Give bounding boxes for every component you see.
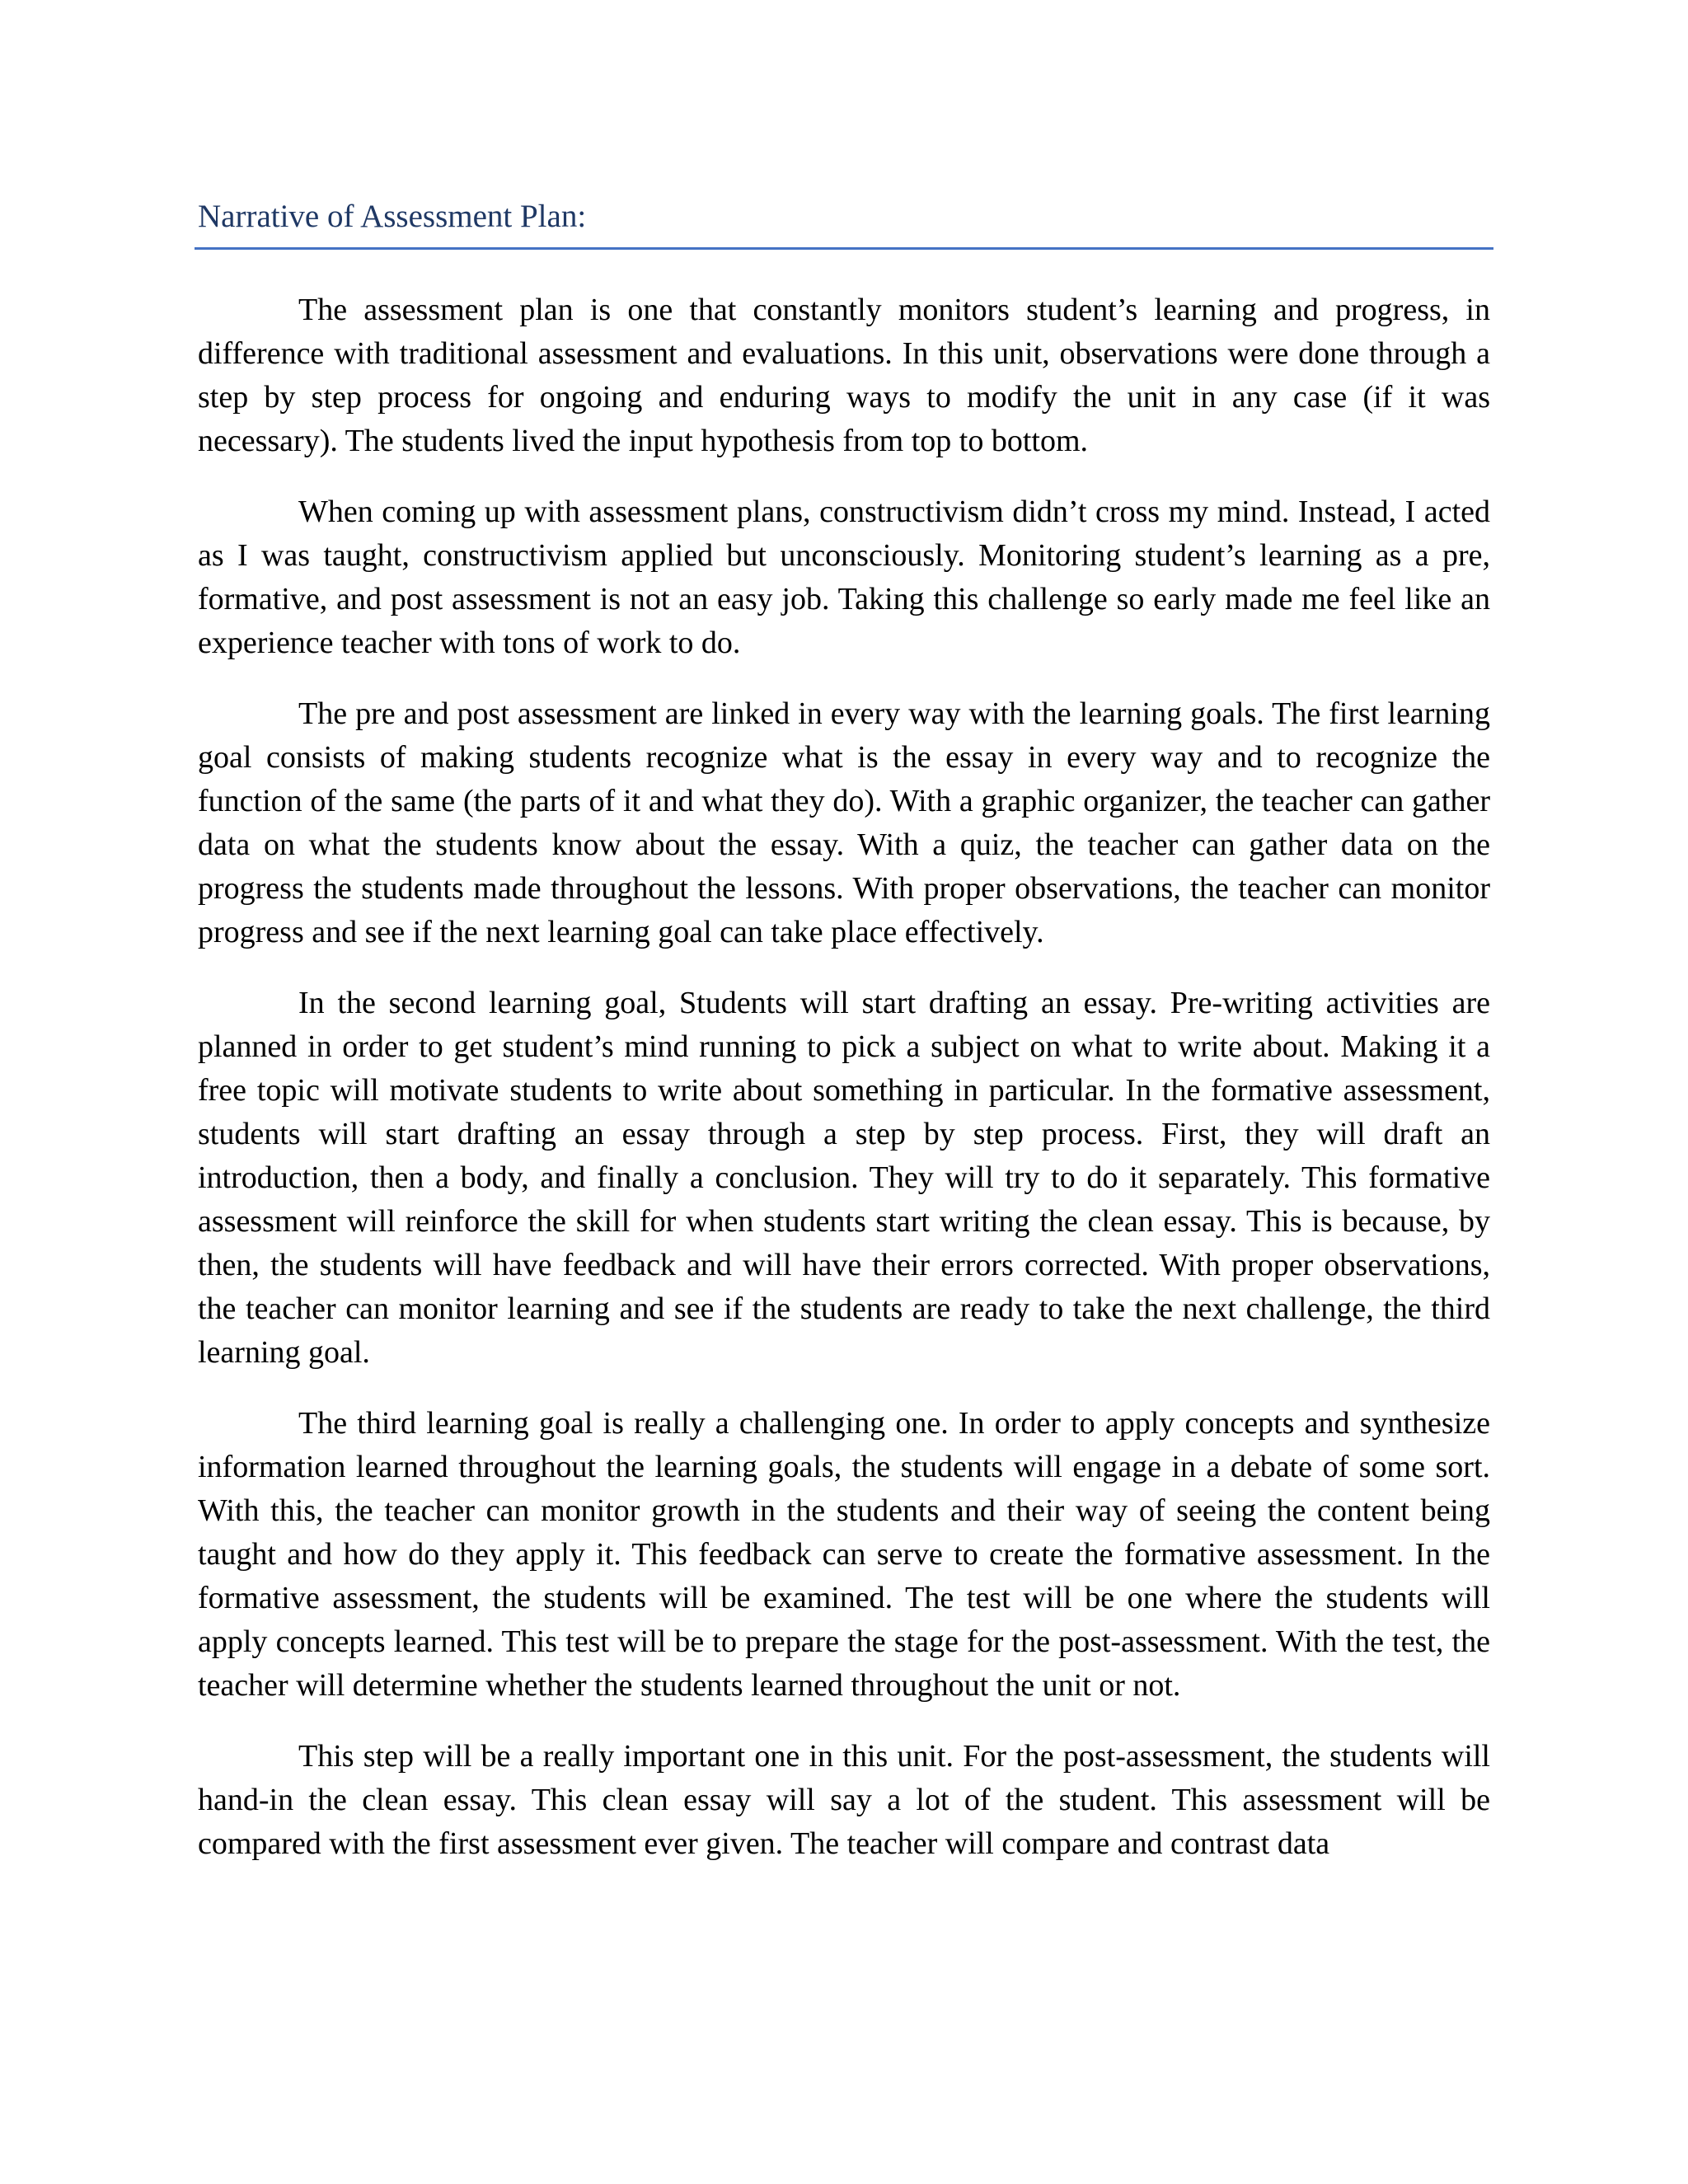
paragraph-4: In the second learning goal, Students will start drafting an essay. Pre-writing activities are planned in order to get student’s mind running to pick a subject on what to write about. Making it a free topic will motivate students to write about something in particular. In the formative assessment, students will start drafting an essay through a step by step process. First, they will draft an introduction, then a body, and finally a conclusion. They will try to do it separately. This formative assessment will reinforce the skill for when students start writing the clean essay. This is because, by then, the students will have feedback and will have their errors corrected. With proper observations, the teacher can monitor learning and see if the students are ready to take the next challenge, the third learning goal. xyxy=(198,986,1490,1370)
document-body xyxy=(198,288,1490,1893)
paragraph-3: The pre and post assessment are linked in every way with the learning goals. The first learning goal consists of making students recognize what is the essay in every way and to recognize the function of the same (the parts of it and what they do). With a graphic organizer, the teacher can gather data on what the students know about the essay. With a quiz, the teacher can gather data on the progress the students made throughout the lessons. With proper observations, the teacher can monitor progress and see if the next learning goal can take place effectively. xyxy=(198,696,1490,949)
paragraph-1: The assessment plan is one that constantly monitors student’s learning and progress, in difference with traditional assessment and evaluations. In this unit, observations were done through a step by step process for ongoing and enduring ways to modify the unit in any case (if it was necessary). The students lived the input hypothesis from top to bottom. xyxy=(198,293,1490,458)
section-heading: Narrative of Assessment Plan: xyxy=(198,199,587,234)
paragraph-6: This step will be a really important one in this unit. For the post-assessment, the students will hand-in the clean essay. This clean essay will say a lot of the student. This assessment will be compared with the first assessment ever given. The teacher will compare and contrast data xyxy=(198,1739,1490,1861)
paragraph-2: When coming up with assessment plans, constructivism didn’t cross my mind. Instead, I acted as I was taught, constructivism applied but unconsciously. Monitoring student’s learning as a pre, formative, and post assessment is not an easy job. Taking this challenge so early made me feel like an experience teacher with tons of work to do. xyxy=(198,494,1490,660)
heading-underline-rule xyxy=(195,247,1493,250)
paragraph-5: The third learning goal is really a challenging one. In order to apply concepts and synthesize information learned throughout the learning goals, the students will engage in a debate of some sort. With this, the teacher can monitor growth in the students and their way of seeing the content being taught and how do they apply it. This feedback can serve to create the formative assessment. In the formative assessment, the students will be examined. The test will be one where the students will apply concepts learned. This test will be to prepare the stage for the post-assessment. With the test, the teacher will determine whether the students learned throughout the unit or not. xyxy=(198,1406,1490,1703)
